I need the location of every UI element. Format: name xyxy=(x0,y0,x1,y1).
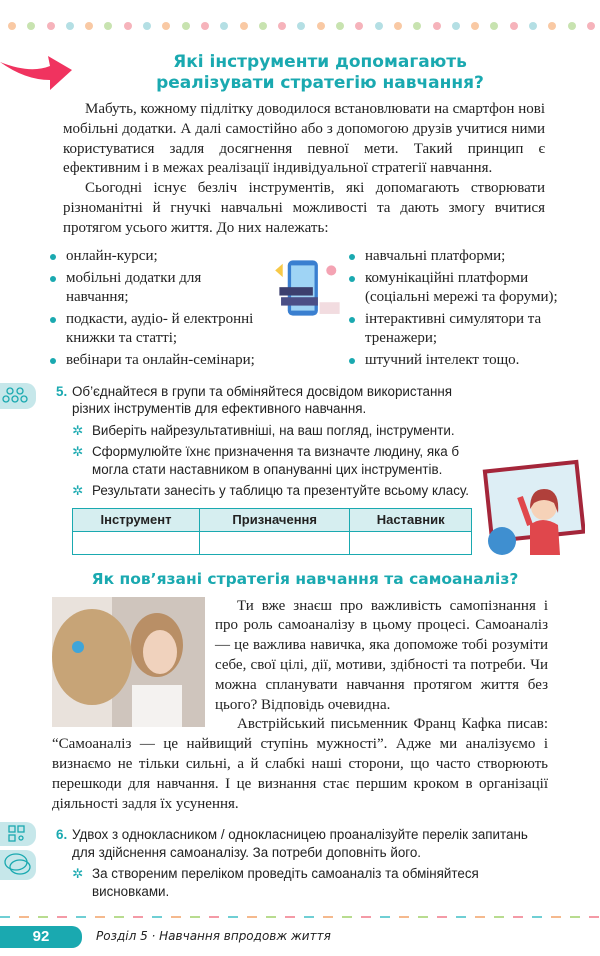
dot xyxy=(162,22,170,30)
tools-table xyxy=(72,508,472,555)
dot xyxy=(124,22,132,30)
chapter-title: Розділ 5 · Навчання впродовж життя xyxy=(96,929,331,944)
list-item: онлайн-курси; xyxy=(50,247,265,266)
sun-bullet-icon: ✲ xyxy=(72,483,84,499)
list-item: штучний інтелект тощо. xyxy=(349,351,576,370)
dot xyxy=(413,22,421,30)
pink-arrow-icon xyxy=(0,56,75,92)
list-item: вебінари та онлайн-семінари; xyxy=(50,351,265,370)
paragraph: Сьогодні існує безліч інструментів, які допомагають створювати різноманітні й гнучкі навчальні можливості та дають змогу вчитися протягом усього життя. До них належать: xyxy=(63,180,545,236)
dot xyxy=(510,22,518,30)
task-text: Удвох з однокласником / однокласницею проаналізуйте перелік запитань для здійснення самоаналізу. За потреби доповніть його. xyxy=(72,827,528,860)
section-heading-1-block xyxy=(0,52,600,96)
section-heading-2: Як пов’язані стратегія навчання та самоаналіз? xyxy=(91,569,519,588)
column-header: Призначення xyxy=(200,508,350,531)
sun-bullet-icon: ✲ xyxy=(72,444,84,460)
paragraph: Мабуть, кожному підлітку доводилося встановлювати на смартфон нові мобільні додатки. А далі самостійно або з допомогою друзів учитися ними користуватися задля досягнення певної мети. Такий принцип є ефективним і в межах реалізації індивідуальної стратегії навчання. xyxy=(63,101,545,177)
column-header: Інструмент xyxy=(73,508,200,531)
dot xyxy=(433,22,441,30)
task-number: 6. xyxy=(56,827,68,843)
list-item: комунікаційні платформи (соціальні мережі та форуми); xyxy=(349,269,576,307)
dot xyxy=(317,22,325,30)
dot xyxy=(240,22,248,30)
tools-list-left xyxy=(50,247,265,373)
dot xyxy=(182,22,190,30)
dot xyxy=(587,22,595,30)
dot xyxy=(355,22,363,30)
tools-list xyxy=(50,247,570,373)
dot xyxy=(394,22,402,30)
subtask-text: Сформулюйте їхнє призначення та визначте людину, яка б могла стати наставником в опануванні цих інструментів. xyxy=(92,444,460,477)
dot xyxy=(104,22,112,30)
list-item: інтерактивні симулятори та тренажери; xyxy=(349,310,576,348)
list-item: навчальні платформи; xyxy=(349,247,576,266)
heading-line: реалізувати стратегію навчання? xyxy=(156,73,484,93)
dot xyxy=(201,22,209,30)
column-header: Наставник xyxy=(350,508,472,531)
discussion-icon xyxy=(0,850,36,880)
dot xyxy=(143,22,151,30)
dot xyxy=(278,22,286,30)
table-cell[interactable] xyxy=(73,531,200,554)
dot xyxy=(66,22,74,30)
subtask-text: Виберіть найрезультативніші, на ваш погляд, інструменти. xyxy=(92,422,455,438)
dot xyxy=(336,22,344,30)
sun-bullet-icon: ✲ xyxy=(72,866,84,882)
subtask xyxy=(72,865,552,900)
dot xyxy=(8,22,16,30)
task-5-block xyxy=(56,383,600,555)
task-text: Об’єднайтеся в групи та обміняйтеся досвідом використання різних інструментів для ефективного навчання. xyxy=(72,383,453,417)
footer-divider xyxy=(0,916,600,918)
task-number: 5. xyxy=(56,383,68,399)
subtask-text: За створеним переліком проведіть самоаналіз та обміняйтеся висновками. xyxy=(92,866,479,899)
dot xyxy=(452,22,460,30)
list-item: подкасти, аудіо- й електронні книжки та статті; xyxy=(50,310,265,348)
dot xyxy=(529,22,537,30)
smartphone-illustration xyxy=(271,247,343,329)
pair-work-icon xyxy=(0,822,36,846)
group-work-icon xyxy=(0,383,36,409)
paragraph: Ти вже знаєш про важливість самопізнання і про роль самоаналізу в цьому процесі. Самоаналіз — це важлива навичка, яка допоможе тобі розуміти себе, свої цілі, дії, мотиви, здібності та потреби. Чи можна спланувати навчання протягом життя без цього? Відповідь очевидна. xyxy=(215,597,548,713)
paragraph: Австрійський письменник Франц Кафка писав: “Самоаналіз — це найвищий ступінь мужності”. Адже ми аналізуємо і визнаємо не тільки сильні, а й слабкі наші сторони, що часто створюють перешкоди для навчання. І це визнання стає першим кроком в організації діяльності задля їх усунення. xyxy=(52,716,548,812)
heading-line: Які інструменти допомагають xyxy=(173,52,467,72)
decorative-dots xyxy=(0,22,600,30)
subtask xyxy=(72,443,472,478)
intro-text xyxy=(63,100,545,239)
dot xyxy=(490,22,498,30)
girl-mirror-photo xyxy=(52,597,205,727)
subtask-text: Результати занесіть у таблицю та презентуйте всьому класу. xyxy=(92,483,470,499)
task-6 xyxy=(56,826,552,900)
dot xyxy=(47,22,55,30)
subtask xyxy=(72,422,472,440)
dot xyxy=(85,22,93,30)
girl-at-board-illustration xyxy=(480,459,585,555)
self-analysis-text xyxy=(52,597,548,815)
subtask xyxy=(72,482,472,500)
dot xyxy=(375,22,383,30)
table-cell[interactable] xyxy=(350,531,472,554)
footer xyxy=(0,916,600,956)
task-5 xyxy=(56,383,472,555)
tools-list-right xyxy=(349,247,576,373)
list-item: мобільні додатки для навчання; xyxy=(50,269,265,307)
sun-bullet-icon: ✲ xyxy=(72,422,84,438)
dot xyxy=(548,22,556,30)
dot xyxy=(297,22,305,30)
table-cell[interactable] xyxy=(200,531,350,554)
dot xyxy=(471,22,479,30)
section-heading-1 xyxy=(100,52,540,94)
dot xyxy=(27,22,35,30)
dot xyxy=(568,22,576,30)
dot xyxy=(259,22,267,30)
dot xyxy=(220,22,228,30)
page-number: 92 xyxy=(0,926,82,948)
